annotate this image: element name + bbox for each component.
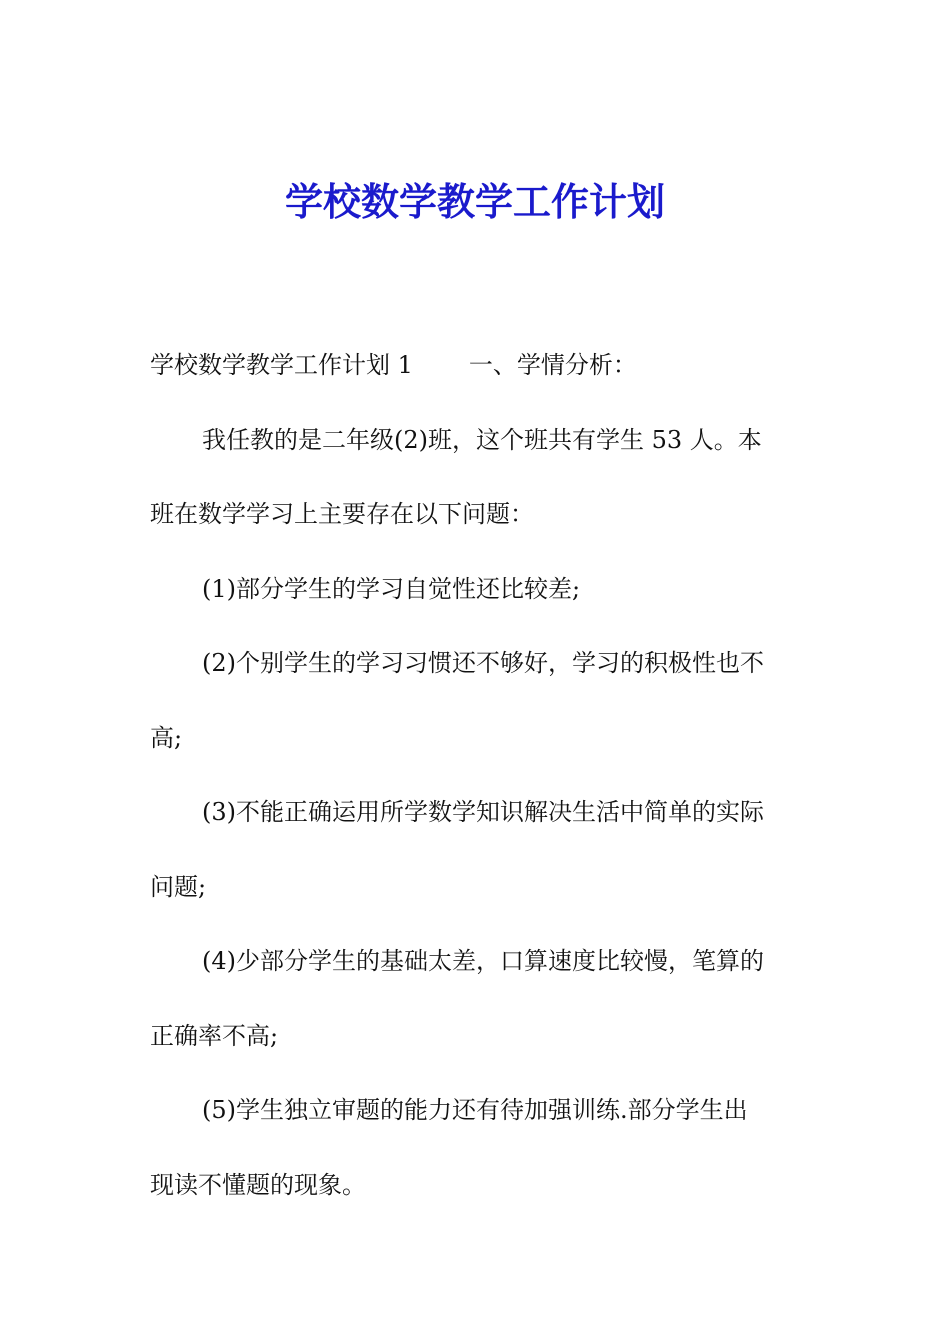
document-title: 学校数学教学工作计划	[284, 180, 665, 224]
paragraph-line: 我任教的是二年级(2)班，这个班共有学生 53 人。本	[202, 425, 762, 454]
list-item: (2)个别学生的学习习惯还不够好，学习的积极性也不	[202, 649, 764, 677]
list-item-continuation: 现读不懂题的现象。	[150, 1170, 366, 1199]
list-item: (4)少部分学生的基础太差，口算速度比较慢，笔算的	[202, 947, 764, 975]
intro-line	[150, 328, 805, 403]
list-item: (1)部分学生的学习自觉性还比较差;	[202, 574, 581, 603]
list-item-continuation: 问题;	[150, 872, 207, 901]
document-body	[150, 328, 805, 1222]
intro-heading: 学校数学教学工作计划 1	[150, 351, 413, 379]
paragraph-line: 班在数学学习上主要存在以下问题：	[150, 500, 534, 528]
list-item-continuation: 高;	[150, 723, 183, 752]
list-item-continuation: 正确率不高;	[150, 1021, 279, 1050]
list-item: (3)不能正确运用所学数学知识解决生活中简单的实际	[202, 798, 764, 826]
list-item: (5)学生独立审题的能力还有待加强训练.部分学生出	[202, 1096, 748, 1124]
section-heading: 一、学情分析：	[468, 351, 637, 379]
